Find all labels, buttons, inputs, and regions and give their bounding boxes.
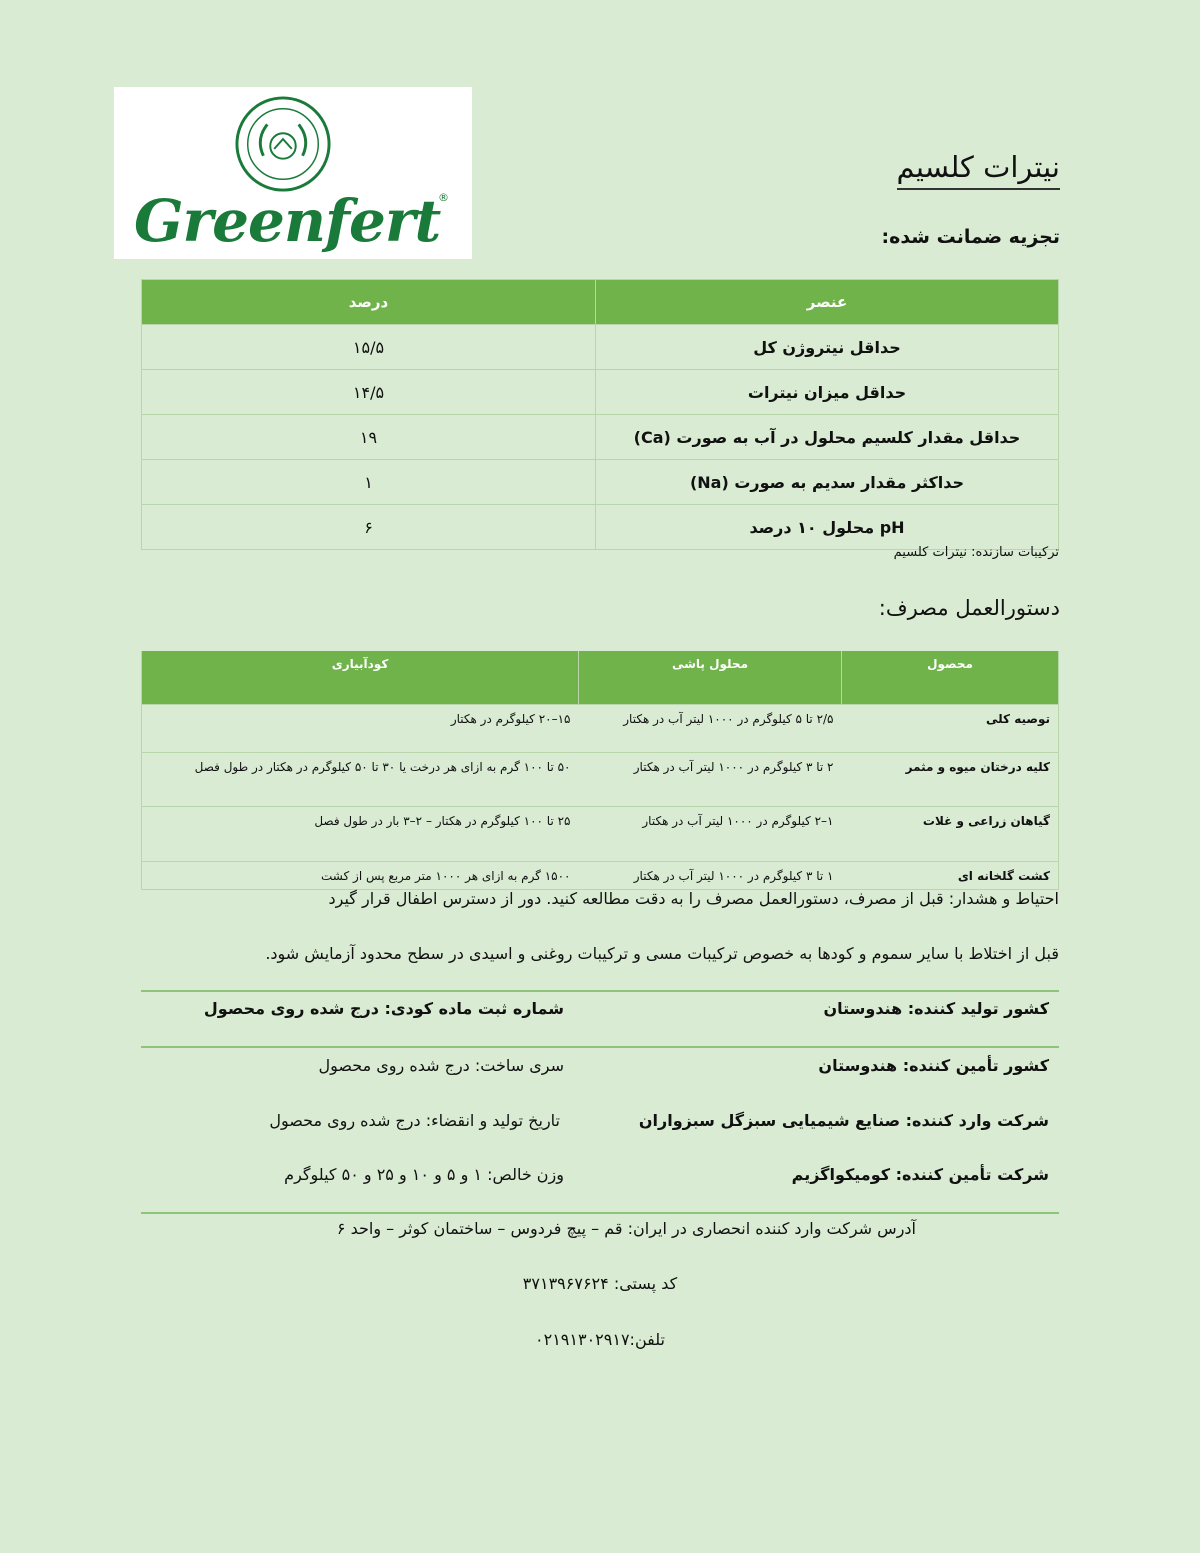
analysis-element: حداقل نیتروژن کل	[596, 325, 1059, 370]
importer-company: شرکت وارد کننده: صنایع شیمیایی سبزگل سبزواران	[638, 1111, 1049, 1130]
usage-crop: توصیه کلی	[842, 705, 1059, 753]
production-dates: تاریخ تولید و انقضاء: درج شده روی محصول	[269, 1111, 560, 1130]
svg-text:®: ®	[438, 191, 449, 204]
table-row	[142, 753, 1059, 807]
analysis-header-percent: درصد	[142, 280, 596, 325]
postal-code: کد پستی: ۳۷۱۳۹۶۷۶۲۴	[522, 1274, 678, 1293]
table-row	[142, 370, 1059, 415]
table-row	[142, 325, 1059, 370]
usage-fertigation: ۵۰ تا ۱۰۰ گرم به ازای هر درخت یا ۳۰ تا ۵۰ کیلوگرم در هکتار در طول فصل	[142, 753, 579, 807]
divider	[141, 990, 1059, 992]
table-row	[142, 862, 1059, 890]
registration-number: شماره ثبت ماده کودی: درج شده روی محصول	[203, 999, 564, 1018]
usage-crop: گیاهان زراعی و غلات	[842, 807, 1059, 862]
svg-text:Greenfert: Greenfert	[134, 187, 441, 255]
usage-spray: ۱ تا ۳ کیلوگرم در ۱۰۰۰ لیتر آب در هکتار	[579, 862, 842, 890]
usage-header-crop: محصول	[842, 651, 1059, 705]
analysis-table	[141, 279, 1059, 550]
table-row	[142, 807, 1059, 862]
table-row	[142, 705, 1059, 753]
page-title: نیترات کلسیم	[897, 150, 1060, 190]
analysis-element: حداکثر مقدار سدیم به صورت (Na)	[596, 460, 1059, 505]
usage-spray: ۲ تا ۳ کیلوگرم در ۱۰۰۰ لیتر آب در هکتار	[579, 753, 842, 807]
usage-spray: ۱–۲ کیلوگرم در ۱۰۰۰ لیتر آب در هکتار	[579, 807, 842, 862]
net-weight: وزن خالص: ۱ و ۵ و ۱۰ و ۲۵ و ۵۰ کیلوگرم	[284, 1165, 564, 1184]
batch-number: سری ساخت: درج شده روی محصول	[318, 1056, 564, 1075]
phone-number: تلفن:۰۲۱۹۱۳۰۲۹۱۷	[535, 1330, 665, 1349]
analysis-percent: ۱۴/۵	[142, 370, 596, 415]
usage-spray: ۲/۵ تا ۵ کیلوگرم در ۱۰۰۰ لیتر آب در هکتار	[579, 705, 842, 753]
analysis-element: حداقل میزان نیترات	[596, 370, 1059, 415]
analysis-percent: ۱۵/۵	[142, 325, 596, 370]
logo-wordmark	[132, 185, 452, 255]
usage-fertigation: ۱۵–۲۰ کیلوگرم در هکتار	[142, 705, 579, 753]
analysis-percent: ۱۹	[142, 415, 596, 460]
divider	[141, 1046, 1059, 1048]
analysis-element: حداقل مقدار کلسیم محلول در آب به صورت (Ca)	[596, 415, 1059, 460]
warning-text: احتیاط و هشدار: قبل از مصرف، دستورالعمل مصرف را به دقت مطالعه کنید. دور از دسترس اطفال قرار گیرد	[328, 889, 1059, 908]
divider	[141, 1212, 1059, 1214]
analysis-percent: ۶	[142, 505, 596, 550]
usage-fertigation: ۱۵۰۰ گرم به ازای هر ۱۰۰۰ متر مربع پس از کشت	[142, 862, 579, 890]
analysis-header-element: عنصر	[596, 280, 1059, 325]
usage-crop: کلیه درختان میوه و مثمر	[842, 753, 1059, 807]
logo	[114, 87, 472, 259]
usage-fertigation: ۲۵ تا ۱۰۰ کیلوگرم در هکتار – ۲–۳ بار در طول فصل	[142, 807, 579, 862]
analysis-element: pH محلول ۱۰ درصد	[596, 505, 1059, 550]
analysis-subtitle: تجزیه ضمانت شده:	[881, 226, 1060, 248]
table-row	[142, 415, 1059, 460]
table-row	[142, 460, 1059, 505]
usage-table	[141, 651, 1059, 890]
usage-title: دستورالعمل مصرف:	[878, 596, 1060, 620]
logo-seal-icon	[234, 95, 332, 193]
producer-country: کشور تولید کننده: هندوستان	[823, 999, 1049, 1018]
usage-header-fertigation: کودآبیاری	[142, 651, 579, 705]
components-line: ترکیبات سازنده: نیترات کلسیم	[893, 545, 1059, 560]
supplier-company: شرکت تأمین کننده: کومیکواگزیم	[791, 1165, 1049, 1184]
importer-address: آدرس شرکت وارد کننده انحصاری در ایران: قم – پیچ فردوس – ساختمان کوثر – واحد ۶	[336, 1219, 916, 1238]
usage-header-spray: محلول پاشی	[579, 651, 842, 705]
warning-text-2: قبل از اختلاط با سایر سموم و کودها به خصوص ترکیبات مسی و ترکیبات روغنی و اسیدی در سطح محدود آزمایش شود.	[265, 944, 1059, 963]
usage-crop: کشت گلخانه ای	[842, 862, 1059, 890]
table-row	[142, 505, 1059, 550]
supplier-country: کشور تأمین کننده: هندوستان	[818, 1056, 1049, 1075]
analysis-percent: ۱	[142, 460, 596, 505]
